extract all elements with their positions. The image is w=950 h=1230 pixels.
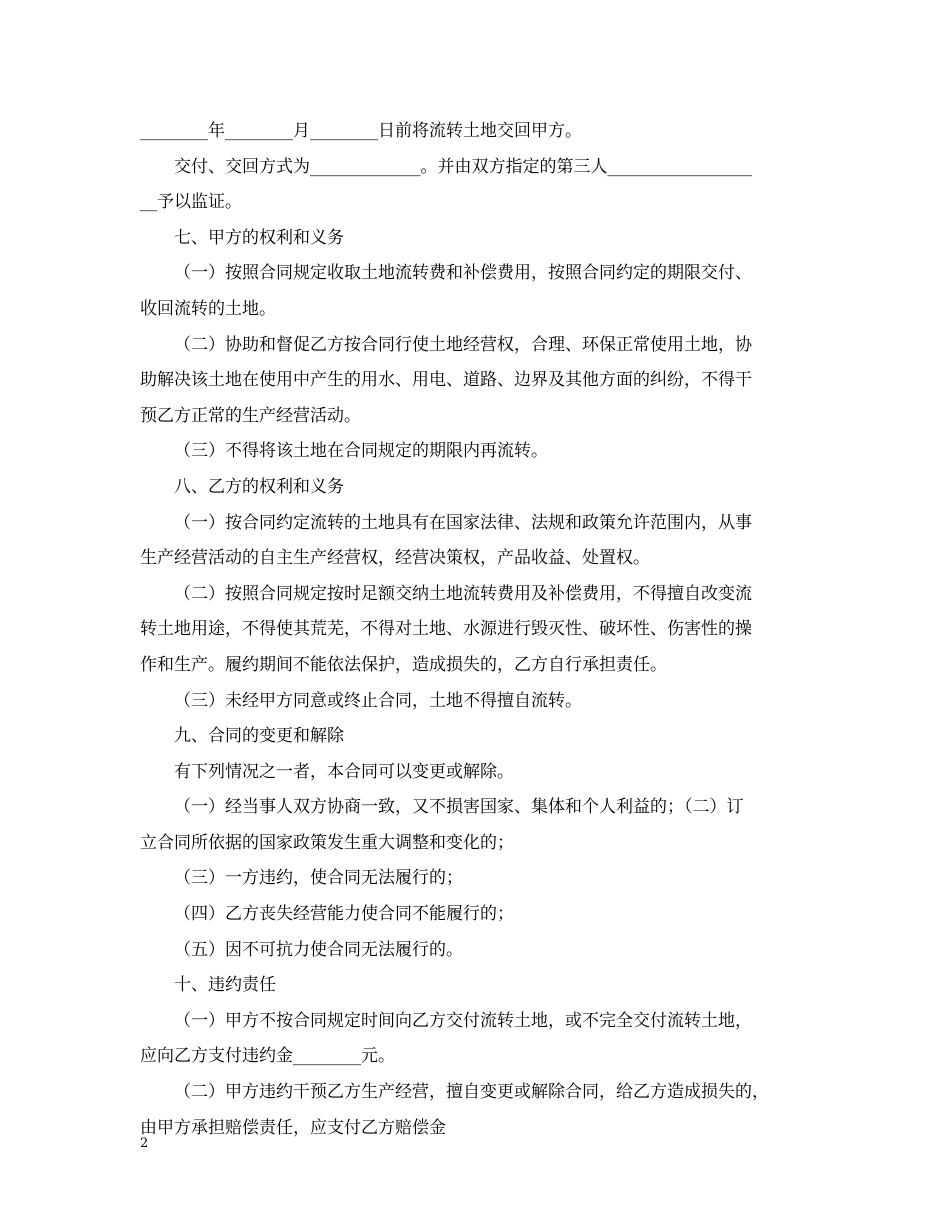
- section-heading: 十、违约责任: [174, 975, 276, 996]
- section-heading: 八、乙方的权利和义务: [174, 476, 344, 497]
- text-line: ________年________月________日前将流转土地交回甲方。: [140, 121, 582, 141]
- text-line: （三）不得将该土地在合同规定的期限内再流转。: [174, 441, 548, 462]
- text-line: 转土地用途，不得使其荒芜，不得对土地、水源进行毁灭性、破坏性、伤害性的操: [140, 619, 752, 640]
- text-line: 应向乙方支付违约金________元。: [140, 1046, 395, 1067]
- text-line: （一）甲方不按合同规定时间向乙方交付流转土地，或不完全交付流转土地，: [174, 1010, 752, 1031]
- text-line: （二）甲方违约干预乙方生产经营，擅自变更或解除合同，给乙方造成损失的，: [174, 1082, 769, 1103]
- text-line: （五）因不可抗力使合同无法履行的。: [174, 939, 463, 960]
- text-line: （四）乙方丧失经营能力使合同不能履行的；: [174, 904, 514, 925]
- text-line: （三）一方违约，使合同无法履行的；: [174, 868, 463, 889]
- section-heading: 七、甲方的权利和义务: [174, 227, 344, 248]
- text-line: 预乙方正常的生产经营活动。: [140, 405, 361, 426]
- text-line: 收回流转的土地。: [140, 298, 276, 319]
- text-line: （一）经当事人双方协商一致，又不损害国家、集体和个人利益的；（二）订: [174, 797, 744, 818]
- text-line: 生产经营活动的自主生产经营权，经营决策权，产品收益、处置权。: [140, 548, 650, 569]
- text-line: 由甲方承担赔偿责任，应支付乙方赔偿金: [140, 1117, 446, 1138]
- text-line: （一）按合同约定流转的土地具有在国家法律、法规和政策允许范围内，从事: [174, 512, 752, 533]
- text-line: （三）未经甲方同意或终止合同，土地不得擅自流转。: [174, 690, 582, 711]
- text-line: 助解决该土地在使用中产生的用水、用电、道路、边界及其他方面的纠纷，不得干: [140, 370, 752, 391]
- text-line: 有下列情况之一者，本合同可以变更或解除。: [174, 761, 514, 782]
- text-line: （一）按照合同规定收取土地流转费和补偿费用，按照合同约定的期限交付、: [174, 263, 752, 284]
- page-number: 2: [140, 1136, 149, 1151]
- section-heading: 九、合同的变更和解除: [174, 726, 344, 747]
- text-line: （二）协助和督促乙方按合同行使土地经营权，合理、环保正常使用土地，协: [174, 334, 752, 355]
- text-line: 交付、交回方式为_____________。并由双方指定的第三人_________________: [174, 156, 752, 177]
- text-line: （二）按照合同规定按时足额交纳土地流转费用及补偿费用，不得擅自改变流: [174, 583, 752, 604]
- text-line: __予以监证。: [140, 192, 242, 213]
- text-line: 作和生产。履约期间不能依法保护，造成损失的，乙方自行承担责任。: [140, 654, 667, 675]
- text-line: 立合同所依据的国家政策发生重大调整和变化的；: [140, 832, 514, 853]
- document-body: [140, 114, 820, 1146]
